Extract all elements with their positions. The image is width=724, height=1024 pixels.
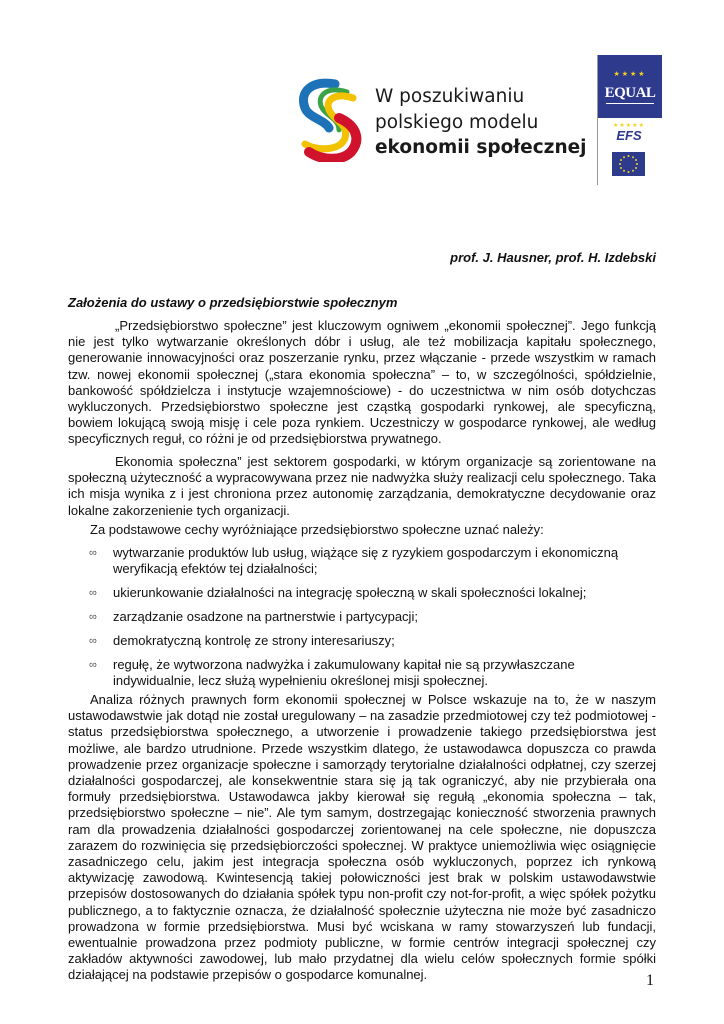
equal-logo [598,55,662,118]
list-item [89,545,656,577]
logo-line-3: ekonomii społecznej [375,137,587,158]
paragraph: Analiza różnych prawnych form ekonomii społecznej w Polsce wskazuje na to, że w naszym ustawodawstwie jak dotąd nie został uregulowany – na zasadzie przedmiotowej czy też podmiotowej - status przedsiębiorstwa społecznego, a utworzenie i prowadzenie takiego przedsiębiorstwa jest możliwe, ale bardzo utrudnione. Przede wszystkim dlatego, że ustawodawca dopuszcza co prawda prowadzenie przez organizacje społeczne i samorządy terytorialne działalności odpłatnej, czy szerzej działalności gospodarczej, ale konsekwentnie stara się ją tak ograniczyć, aby nie przybierała ona formuły przedsiębiorstwa. Ustawodawca jakby kierował się regułą „ekonomia społeczna – tak, przedsiębiorstwo społeczne – nie”. Ale tym samym, dostrzegając konieczność stworzenia prawnych ram dla prowadzenia działalności gospodarczej zorientowanej na cele społeczne, nie dopuszcza zarazem do rozwinięcia się przedsiębiorczości społecznej. W praktyce uniemożliwia więc osiągnięcie zasadniczego celu, jakim jest integracja społeczna osób wykluczonych, poprzez ich rynkową aktywizację zawodową. Kwintesencją takiej połowiczności jest brak w polskim ustawodawstwie przepisów dostosowanych do działania spółek typu non-profit czy not-for-profit, a więc spółek pożytku publicznego, a to faktycznie oznacza, że działalność społecznie użyteczna nie może być zasadniczo prowadzona w formie przedsiębiorstwa. Musi być wciskana w ramy stowarzyszeń lub fundacji, ewentualnie prowadzona przez podmioty publiczne, w formie centrów integracji społecznej czy zakładów aktywności zawodowej, lub mało przydatnej dla wielu celów społecznych formie spółki działającej na podstawie przepisów o gospodarce komunalnej. [68,692,656,983]
eu-flag-icon [612,152,645,176]
efs-logo [610,122,648,142]
page-number: 1 [646,972,654,989]
list-item [89,609,656,625]
stars-icon: ★★★★ [613,71,647,78]
list-item-text: wytwarzanie produktów lub usług, wiążące się z ryzykiem gospodarczym i ekonomiczną weryfikacją efektów tej działalności; [113,545,619,577]
ekonomia-spoleczna-s-logo [295,78,363,162]
infinity-bullet-icon: ∞ [89,587,97,599]
infinity-bullet-icon: ∞ [89,635,97,647]
list-item [89,585,656,601]
equal-logo-text: EQUAL [604,85,656,101]
project-title-logo [375,84,587,161]
list-item-text: regułę, że wytworzona nadwyżka i zakumulowany kapitał nie są przywłaszczane indywidualnie, lecz służą wypełnieniu określonej misji społecznej. [113,657,575,689]
list-item-text: demokratyczną kontrolę ze strony interesariuszy; [113,633,395,648]
infinity-bullet-icon: ∞ [89,659,97,671]
paragraph: „Przedsiębiorstwo społeczne” jest kluczowym ogniwem „ekonomii społecznej”. Jego funkcją nie jest tylko wytwarzanie określonych dóbr i usług, ale też mobilizacja kapitału społecznego, generowanie innowacyjności oraz poszerzanie rynku, przez włączanie - przede wszystkim w ramach tzw. nowej ekonomii społecznej („stara ekonomia społeczna” – to, w szczególności, spółdzielnie, bankowość spółdzielcza i instytucje wzajemnościowe) - do uczestnictwa w nim osób dotychczas wykluczonych. Przedsiębiorstwo społeczne jest cząstką gospodarki rynkowej, ale specyficzną, bowiem lokującą swoją misję i cele poza rynkiem. Uczestniczy w gospodarce rynkowej, ale według specyficznych reguł, co różni je od przedsiębiorstwa prywatnego. [68,318,656,447]
stars-icon: ★★★★★ [613,123,645,129]
efs-logo-text: EFS [616,128,642,143]
infinity-bullet-icon: ∞ [89,547,97,559]
list-item [89,657,656,689]
infinity-bullet-icon: ∞ [89,611,97,623]
authors: prof. J. Hausner, prof. H. Izdebski [450,250,656,265]
document-heading: Założenia do ustawy o przedsiębiorstwie społecznym [68,295,398,310]
paragraph: Ekonomia społeczna” jest sektorem gospodarki, w którym organizacje są zorientowane na społeczną użyteczność a wypracowywana przez nie nadwyżka służy realizacji celu społecznego. Taka ich misja wynika z i jest chroniona przez autonomię zarządzania, demokratyczne decydowanie oraz lokalne zakorzenienie tych organizacji. [68,454,656,518]
list-item-text: zarządzanie osadzone na partnerstwie i partycypacji; [113,609,418,624]
logo-line-1: W poszukiwaniu [375,86,525,107]
logo-line-2: polskiego modelu [375,111,539,133]
list-item [89,633,656,649]
list-intro: Za podstawowe cechy wyróżniające przedsiębiorstwo społeczne uznać należy: [90,522,544,537]
list-item-text: ukierunkowanie działalności na integrację społeczną w skali społeczności lokalnej; [113,585,587,600]
